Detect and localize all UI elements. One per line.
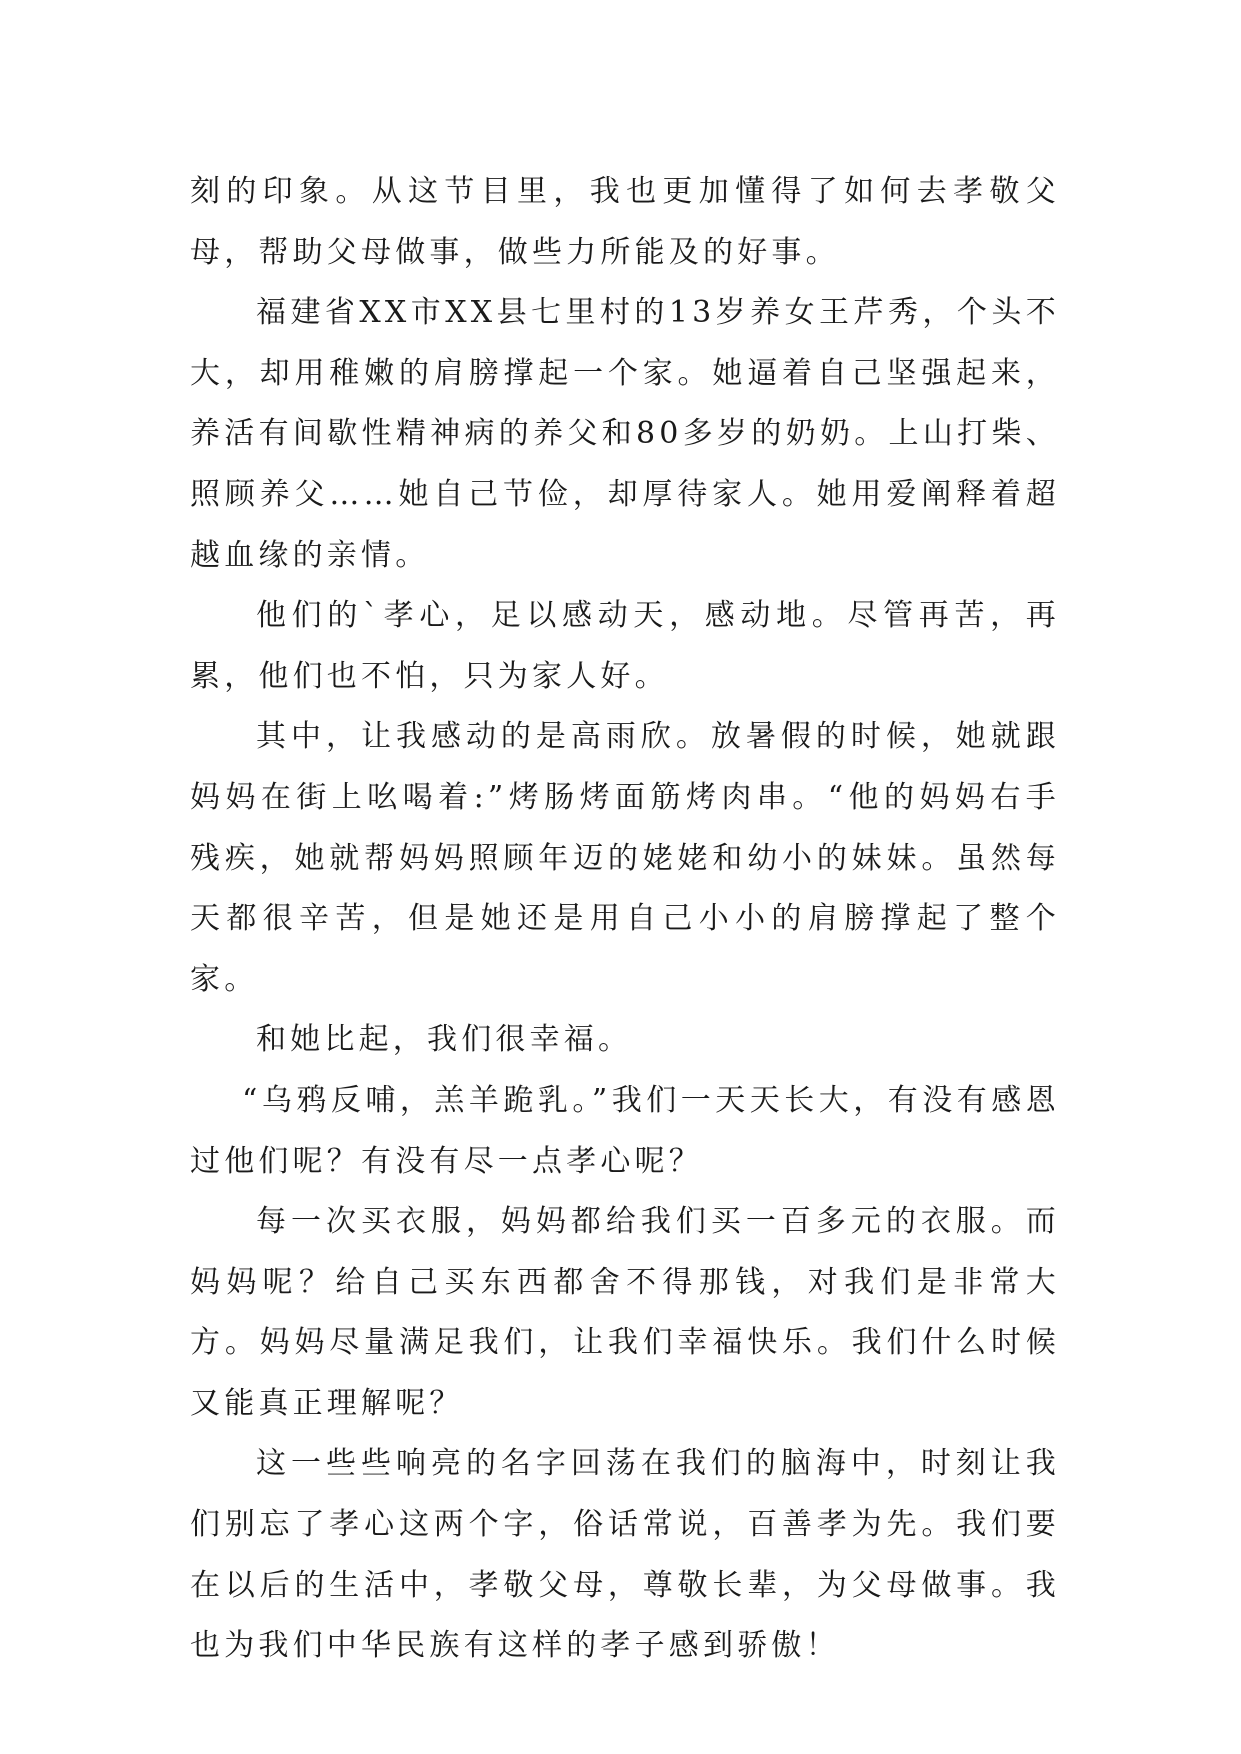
paragraph-2: 福建省XX市XX县七里村的13岁养女王芹秀，个头不大，却用稚嫩的肩膀撑起一个家。她逼着自己坚强起来，养活有间歇性精神病的养父和80多岁的奶奶。上山打柴、照顾养父……她自己节俭，却厚待家人。她用爱阐释着超越血缘的亲情。 xyxy=(190,295,1060,573)
paragraph-6: “乌鸦反哺，羔羊跪乳。”我们一天天长大，有没有感恩过他们呢？有没有尽一点孝心呢？ xyxy=(190,1082,1060,1179)
paragraph-1: 刻的印象。从这节目里，我也更加懂得了如何去孝敬父母，帮助父母做事，做些力所能及的好事。 xyxy=(190,174,1060,270)
paragraph-8: 这一些些响亮的名字回荡在我们的脑海中，时刻让我们别忘了孝心这两个字，俗话常说，百善孝为先。我们要在以后的生活中，孝敬父母，尊敬长辈，为父母做事。我也为我们中华民族有这样的孝子感到骄傲！ xyxy=(190,1446,1060,1664)
paragraph-3: 他们的`孝心，足以感动天，感动地。尽管再苦，再累，他们也不怕，只为家人好。 xyxy=(190,598,1060,694)
paragraph-4: 其中，让我感动的是高雨欣。放暑假的时候，她就跟妈妈在街上吆喝着:”烤肠烤面筋烤肉串。“他的妈妈右手残疾，她就帮妈妈照顾年迈的姥姥和幼小的妹妹。虽然每天都很辛苦，但是她还是用自己小小的肩膀撑起了整个家。 xyxy=(190,719,1060,997)
paragraph-5: 和她比起，我们很幸福。 xyxy=(256,1022,633,1058)
document-body xyxy=(190,162,1060,1677)
paragraph-7: 每一次买衣服，妈妈都给我们买一百多元的衣服。而妈妈呢？给自己买东西都舍不得那钱，对我们是非常大方。妈妈尽量满足我们，让我们幸福快乐。我们什么时候又能真正理解呢？ xyxy=(190,1204,1060,1421)
